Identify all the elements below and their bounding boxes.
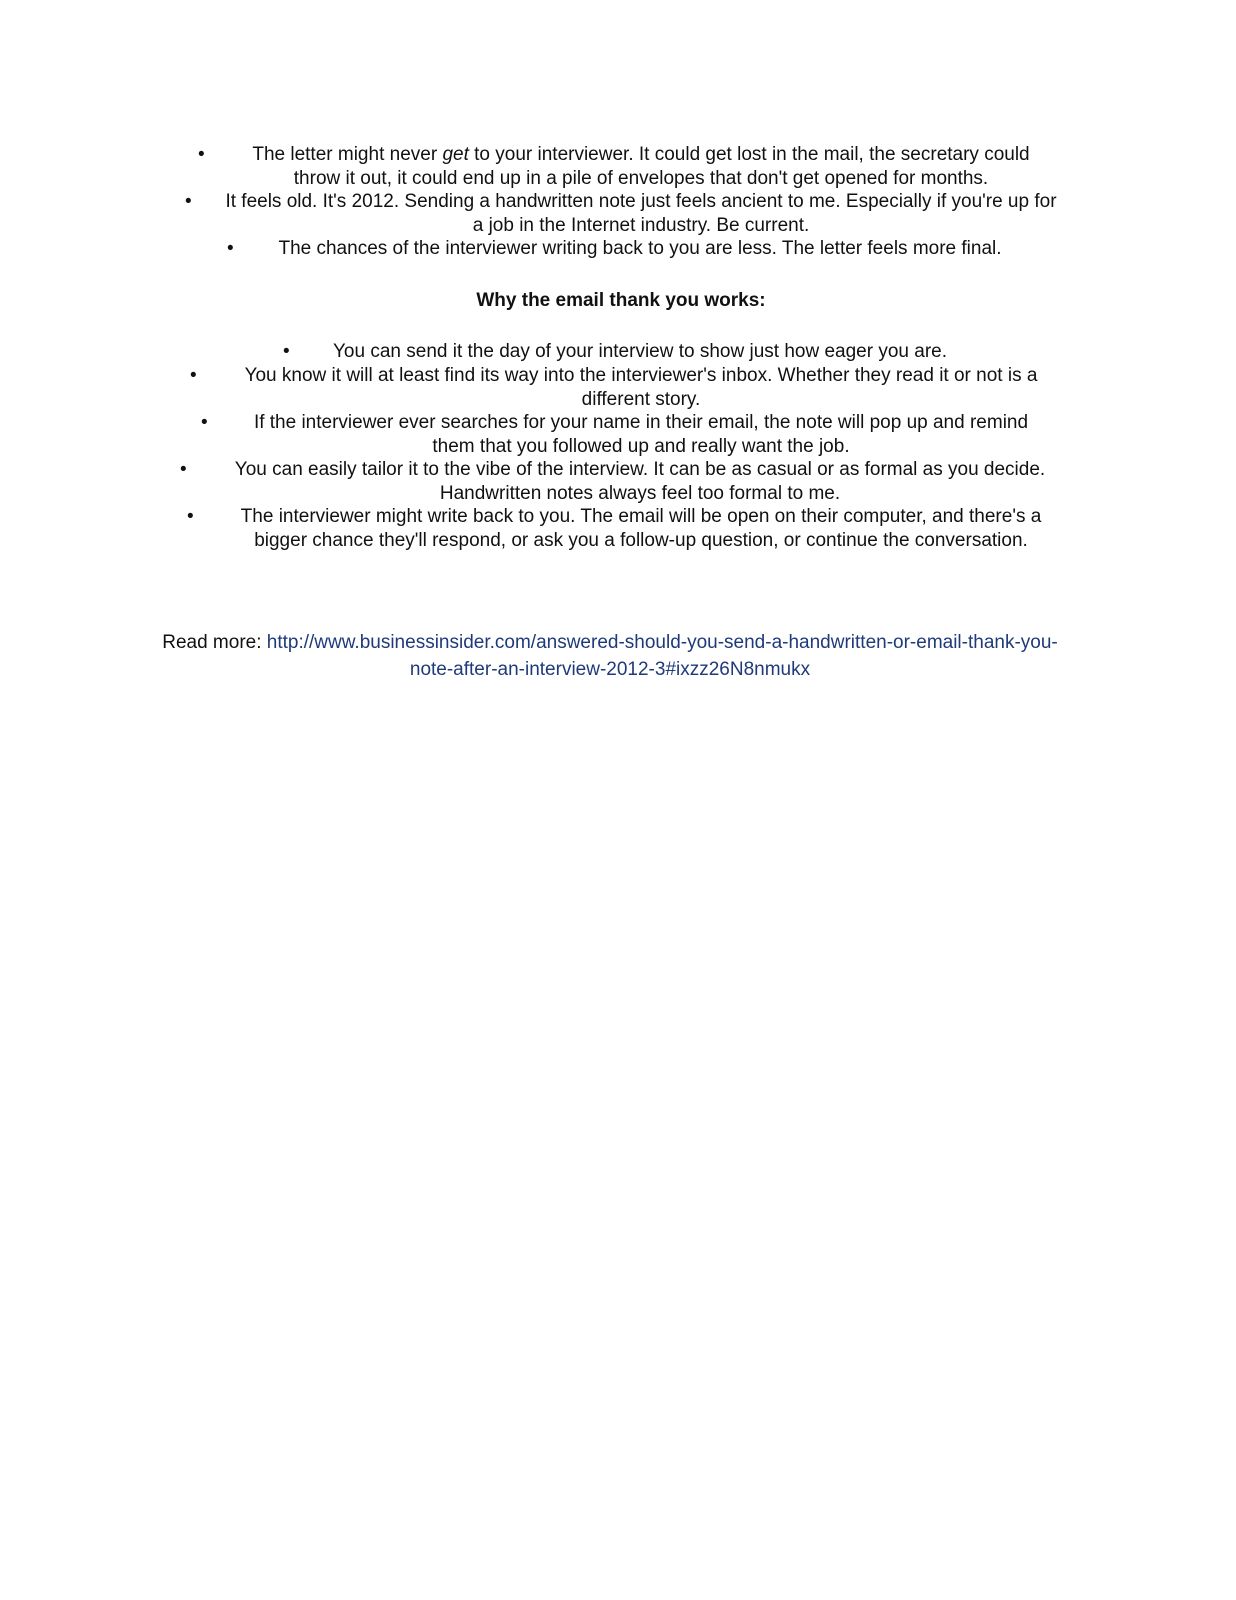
list-item: You can easily tailor it to the vibe of the interview. It can be as casual or as formal as you decide. Handwritten notes always feel too formal to me. (234, 459, 1046, 504)
list-item: The interviewer might write back to you. The email will be open on their computer, and there's a bigger chance they'll respond, or ask you a follow-up question, or continue the conversation. (240, 506, 1042, 551)
bullet-icon: • (283, 341, 290, 362)
section-heading: Why the email thank you works: (476, 290, 766, 311)
list-item: You can send it the day of your interview to show just how eager you are. (333, 341, 947, 362)
bullet-icon: • (201, 412, 208, 433)
read-more-label: Read more: (162, 632, 267, 653)
read-more (150, 630, 1070, 683)
bullet-icon: • (227, 238, 234, 259)
bullet-icon: • (185, 191, 192, 212)
list-item: It feels old. It's 2012. Sending a handwritten note just feels ancient to me. Especially if you're up for a job in the Internet industry. Be current. (225, 191, 1057, 236)
list-item: You know it will at least find its way into the interviewer's inbox. Whether they read it or not is a different story. (244, 365, 1038, 410)
bullet-icon: • (198, 144, 205, 165)
list-item: The letter might never get to your interviewer. It could get lost in the mail, the secretary could throw it out, it could end up in a pile of envelopes that don't get opened for months. (252, 144, 1030, 189)
source-link[interactable]: http://www.businessinsider.com/answered-should-you-send-a-handwritten-or-email-thank-you-note-after-an-interview-2012-3#ixzz26N8nmukx (266, 632, 1058, 680)
list-item: The chances of the interviewer writing back to you are less. The letter feels more final. (278, 238, 1002, 259)
bullet-icon: • (180, 459, 187, 480)
bullet-icon: • (190, 365, 197, 386)
list-item: If the interviewer ever searches for your name in their email, the note will pop up and remind them that you followed up and really want the job. (253, 412, 1029, 457)
bullet-icon: • (187, 506, 194, 527)
